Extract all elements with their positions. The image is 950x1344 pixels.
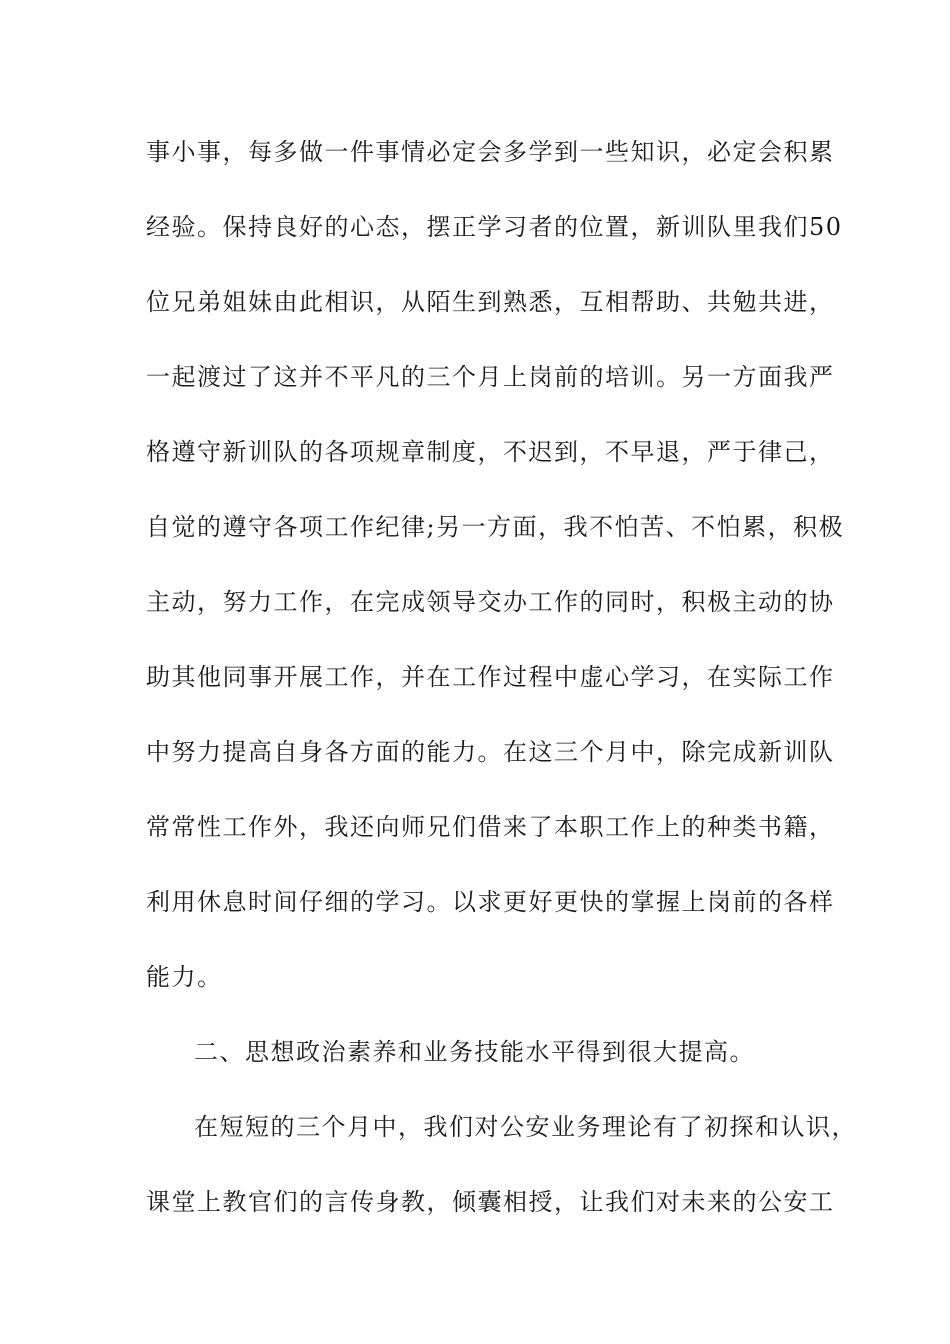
text-line: 经验。保持良好的心态，摆正学习者的位置，新训队里我们50 bbox=[146, 213, 843, 241]
text-line: 中努力提高自身各方面的能力。在这三个月中，除完成新训队 bbox=[146, 738, 835, 766]
text-line: 自觉的遵守各项工作纪律;另一方面，我不怕苦、不怕累，积极 bbox=[146, 513, 845, 541]
text-line: 能力。 bbox=[146, 963, 223, 991]
text-line: 常常性工作外，我还向师兄们借来了本职工作上的种类书籍， bbox=[146, 813, 835, 841]
text-line: 格遵守新训队的各项规章制度，不迟到，不早退，严于律己， bbox=[146, 438, 835, 466]
text-line: 位兄弟姐妹由此相识，从陌生到熟悉，互相帮助、共勉共进， bbox=[146, 288, 835, 316]
text-line: 利用休息时间仔细的学习。以求更好更快的掌握上岗前的各样 bbox=[146, 888, 835, 916]
text-line: 助其他同事开展工作，并在工作过程中虚心学习，在实际工作 bbox=[146, 663, 835, 691]
text-line: 一起渡过了这并不平凡的三个月上岗前的培训。另一方面我严 bbox=[146, 363, 835, 391]
section-heading: 二、思想政治素养和业务技能水平得到很大提高。 bbox=[194, 1038, 755, 1066]
text-line: 事小事，每多做一件事情必定会多学到一些知识，必定会积累 bbox=[146, 138, 835, 166]
text-line: 在短短的三个月中，我们对公安业务理论有了初探和认识， bbox=[194, 1113, 857, 1141]
text-line: 课堂上教官们的言传身教，倾囊相授，让我们对未来的公安工 bbox=[146, 1188, 835, 1216]
text-line: 主动，努力工作，在完成领导交办工作的同时，积极主动的协 bbox=[146, 588, 835, 616]
